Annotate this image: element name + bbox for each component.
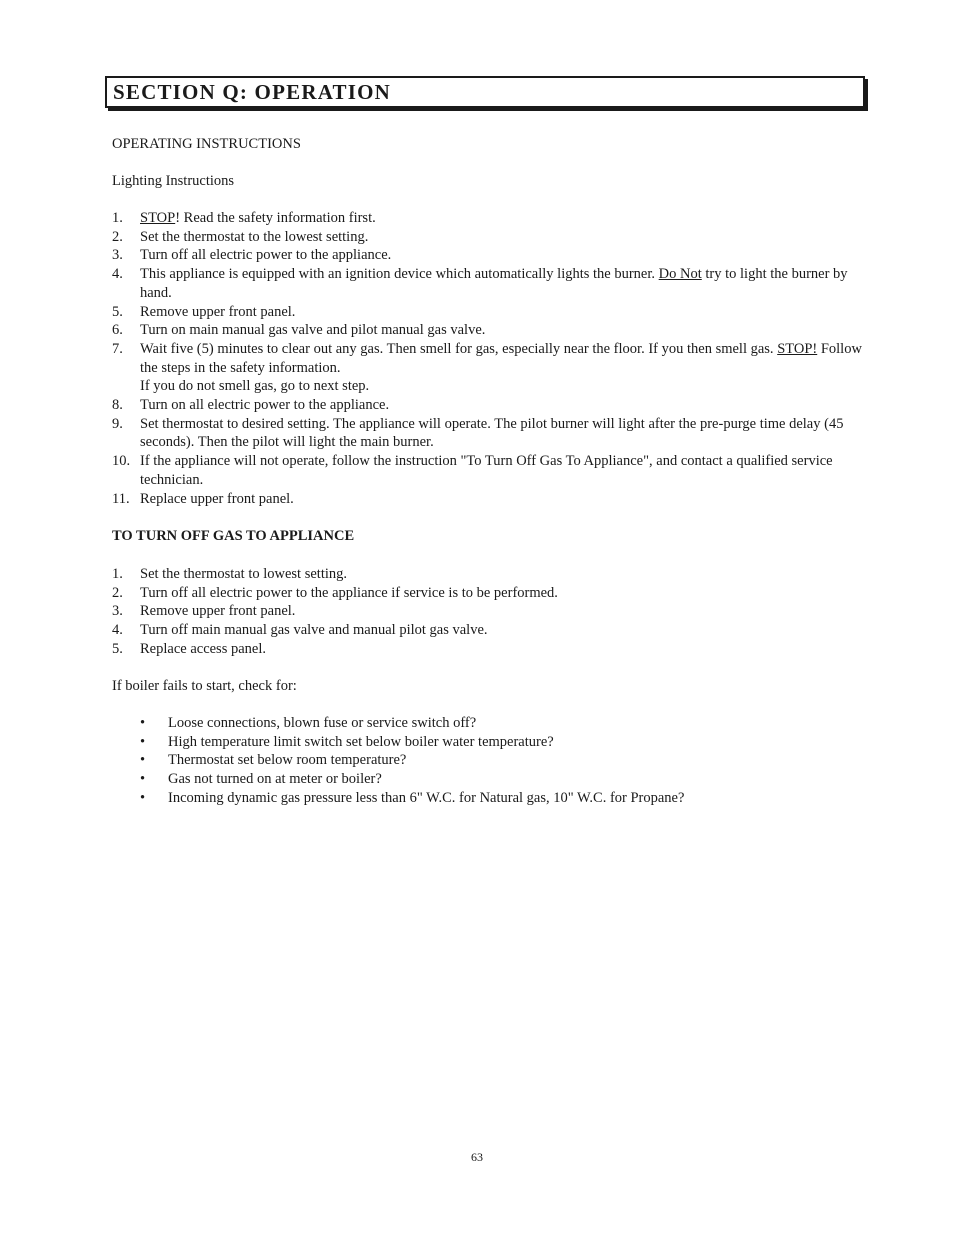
bullet-icon: • bbox=[140, 733, 146, 750]
step-text-part: Set thermostat to desired setting. The appliance will operate. The pilot burner will light after the pre-purge time delay (45 seconds). Then the pilot will light the main burner. bbox=[140, 415, 844, 451]
list-item bbox=[112, 321, 872, 340]
list-item bbox=[140, 789, 840, 808]
step-text-part: ! Read the safety information first. bbox=[175, 210, 376, 226]
lighting-instructions-heading: Lighting Instructions bbox=[112, 173, 235, 189]
check-item-text: High temperature limit switch set below boiler water temperature? bbox=[168, 733, 554, 750]
step-text bbox=[140, 228, 872, 247]
step-text-part: Wait five (5) minutes to clear out any gas. Then smell for gas, especially near the floor. If you then smell gas. bbox=[140, 340, 778, 357]
list-item bbox=[112, 265, 872, 302]
step-text bbox=[140, 452, 872, 489]
check-item-text: Thermostat set below room temperature? bbox=[168, 752, 407, 769]
list-item bbox=[112, 246, 872, 265]
underlined-text: STOP! bbox=[777, 340, 818, 357]
step-text-part: try to light the burner by hand. bbox=[140, 266, 848, 301]
bullet-icon: • bbox=[140, 771, 146, 788]
list-item bbox=[112, 602, 872, 621]
bullet-icon: • bbox=[140, 715, 146, 731]
step-number: 3. bbox=[112, 603, 123, 620]
list-item bbox=[112, 584, 872, 603]
check-item-text: Incoming dynamic gas pressure less than 6" W.C. for Natural gas, 10" W.C. for Propane? bbox=[168, 789, 685, 806]
step-text bbox=[140, 490, 872, 509]
step-text bbox=[140, 246, 872, 265]
step-text bbox=[140, 321, 872, 340]
section-title: SECTION Q: OPERATION bbox=[105, 76, 865, 108]
step-number: 5. bbox=[112, 303, 123, 320]
list-item bbox=[112, 640, 872, 659]
underlined-text: STOP bbox=[140, 210, 176, 226]
list-item bbox=[112, 209, 872, 228]
step-text-part: Turn off all electric power to the appliance. bbox=[140, 247, 392, 264]
step-number: 2. bbox=[112, 228, 123, 245]
step-text bbox=[140, 415, 872, 452]
step-text: Replace access panel. bbox=[140, 640, 266, 657]
list-item bbox=[112, 452, 872, 489]
step-number: 6. bbox=[112, 322, 123, 339]
step-text bbox=[140, 303, 872, 322]
step-number: 1. bbox=[112, 566, 123, 582]
step-number: 3. bbox=[112, 247, 123, 264]
step-text: Turn off all electric power to the appliance if service is to be performed. bbox=[140, 584, 558, 601]
step-text-part: Turn on all electric power to the appliance. bbox=[140, 397, 390, 414]
step-text-part: Set the thermostat to the lowest setting. bbox=[140, 228, 369, 245]
step-text bbox=[140, 265, 872, 302]
list-item bbox=[140, 751, 840, 770]
step-number: 4. bbox=[112, 266, 123, 283]
list-item bbox=[112, 228, 872, 247]
step-number: 5. bbox=[112, 640, 123, 657]
step-text-part: Remove upper front panel. bbox=[140, 303, 296, 320]
list-item bbox=[112, 396, 872, 415]
step-text bbox=[140, 396, 872, 415]
step-text-part: Replace upper front panel. bbox=[140, 490, 294, 507]
turn-off-gas-heading: TO TURN OFF GAS TO APPLIANCE bbox=[112, 528, 355, 544]
step-number: 8. bbox=[112, 397, 123, 414]
list-item bbox=[140, 714, 840, 733]
list-item bbox=[112, 303, 872, 322]
step-text: Turn off main manual gas valve and manual pilot gas valve. bbox=[140, 622, 488, 639]
underlined-text: Do Not bbox=[658, 266, 702, 283]
step-number: 10. bbox=[112, 453, 131, 470]
list-item bbox=[140, 770, 840, 789]
list-item bbox=[112, 621, 872, 640]
list-item bbox=[112, 415, 872, 452]
step-text: Set the thermostat to lowest setting. bbox=[140, 566, 348, 582]
step-text-part: If the appliance will not operate, follow the instruction "To Turn Off Gas To Appliance", and contact a qualified service technician. bbox=[140, 453, 833, 488]
boiler-fails-intro: If boiler fails to start, check for: bbox=[112, 678, 297, 694]
step-number: 2. bbox=[112, 584, 123, 601]
turn-off-steps-list bbox=[112, 565, 872, 659]
boiler-check-list bbox=[140, 714, 840, 808]
step-text: Remove upper front panel. bbox=[140, 603, 296, 620]
check-item-text: Loose connections, blown fuse or service switch off? bbox=[168, 715, 477, 731]
step-number: 11. bbox=[112, 490, 130, 507]
step-text-part: Follow the steps in the safety information. bbox=[140, 340, 862, 376]
step-text-part: If you do not smell gas, go to next step. bbox=[140, 378, 370, 395]
bullet-icon: • bbox=[140, 789, 146, 806]
list-item bbox=[112, 340, 872, 396]
step-text bbox=[140, 209, 872, 228]
step-number: 7. bbox=[112, 340, 123, 357]
page-number: 63 bbox=[471, 1150, 483, 1164]
bullet-icon: • bbox=[140, 752, 146, 769]
step-text bbox=[140, 340, 872, 396]
step-text-part: This appliance is equipped with an ignition device which automatically lights the burner. bbox=[140, 266, 659, 283]
step-number: 9. bbox=[112, 415, 123, 432]
step-text-part: Turn on main manual gas valve and pilot manual gas valve. bbox=[140, 322, 486, 339]
list-item bbox=[112, 490, 872, 509]
lighting-steps-list bbox=[112, 209, 872, 508]
operating-instructions-heading: OPERATING INSTRUCTIONS bbox=[112, 136, 301, 152]
step-number: 1. bbox=[112, 210, 123, 226]
step-number: 4. bbox=[112, 622, 123, 639]
list-item bbox=[112, 565, 872, 584]
list-item bbox=[140, 733, 840, 752]
check-item-text: Gas not turned on at meter or boiler? bbox=[168, 771, 382, 788]
